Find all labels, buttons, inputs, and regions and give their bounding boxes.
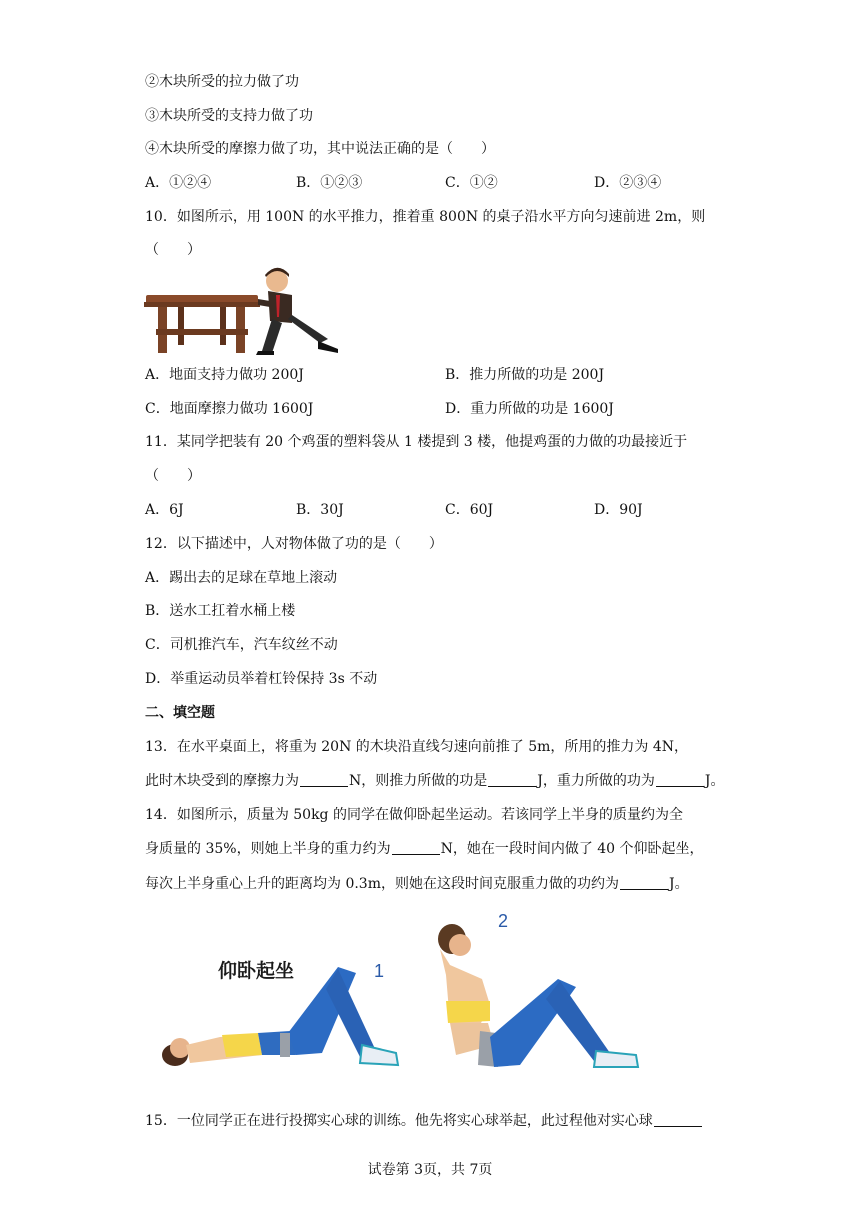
q14-line-3: 每次上半身重心上升的距离均为 0.3m，则她在这段时间克服重力做的功约为 J。 (145, 876, 689, 892)
q10-option-d: D．重力所做的功是 1600J (445, 401, 614, 417)
figure-title: 仰卧起坐 (218, 961, 295, 982)
q14-blank-gravity[interactable] (392, 840, 440, 855)
q10-option-a: A．地面支持力做功 200J (145, 367, 304, 383)
q11-option-d: D．90J (594, 502, 643, 518)
pose-2-sitting (438, 924, 638, 1067)
q13-blank-friction[interactable] (300, 772, 348, 787)
q9-statement-2: ②木块所受的拉力做了功 (145, 74, 299, 90)
q14-line-2: 身质量的 35%，则她上半身的重力约为 N，她在一段时间内做了 40 个仰卧起坐， (145, 841, 704, 857)
q9-statement-3: ③木块所受的支持力做了功 (145, 108, 313, 124)
q10-option-b: B．推力所做的功是 200J (445, 367, 605, 383)
q12-stem: 12．以下描述中，人对物体做了功的是（ ） (145, 536, 443, 552)
person-body (268, 291, 292, 323)
table-push-figure (142, 265, 347, 357)
q13-line-1: 13．在水平桌面上，将重为 20N 的木块沿直线匀速向前推了 5m，所用的推力为 4N， (145, 739, 689, 755)
q12-option-b: B．送水工扛着水桶上楼 (145, 603, 296, 619)
sit-up-figure (150, 905, 680, 1085)
q13-line-2: 此时木块受到的摩擦力为 N，则推力所做的功是 J，重力所做的功为 J。 (145, 773, 725, 789)
q9-option-b: B．①②③ (296, 175, 363, 191)
q9-option-a: A．①②④ (145, 175, 212, 191)
q13-blank-gravity-work[interactable] (656, 772, 704, 787)
q12-option-d: D．举重运动员举着杠铃保持 3s 不动 (145, 671, 378, 687)
q11-paren: （ ） (145, 468, 201, 484)
q12-option-a: A．踢出去的足球在草地上滚动 (145, 570, 338, 586)
person-leg (262, 319, 282, 353)
q9-statement-4: ④木块所受的摩擦力做了功，其中说法正确的是（ ） (145, 141, 495, 157)
q11-option-b: B．30J (296, 502, 344, 518)
q10-paren: （ ） (145, 242, 201, 258)
q9-option-c: C．①② (445, 175, 498, 191)
q11-option-c: C．60J (445, 502, 494, 518)
figure-label-2: 2 (498, 911, 509, 931)
q11-option-a: A．6J (145, 502, 184, 518)
q11-stem: 11．某同学把装有 20 个鸡蛋的塑料袋从 1 楼提到 3 楼，他提鸡蛋的力做的功最接近于 (145, 434, 688, 450)
q14-blank-work[interactable] (620, 875, 668, 890)
figure-label-1: 1 (374, 961, 385, 981)
q12-option-c: C．司机推汽车，汽车纹丝不动 (145, 637, 338, 653)
q14-line-1: 14．如图所示，质量为 50kg 的同学在做仰卧起坐运动。若该同学上半身的质量约为全 (145, 807, 683, 823)
q9-option-d: D．②③④ (594, 175, 662, 191)
q15-line-1: 15．一位同学正在进行投掷实心球的训练。他先将实心球举起，此过程他对实心球 (145, 1111, 703, 1131)
q10-option-c: C．地面摩擦力做功 1600J (145, 401, 314, 417)
section-title-fill-in: 二、填空题 (145, 705, 215, 721)
page-footer: 试卷第 3页，共 7页 (367, 1162, 493, 1178)
q15-blank[interactable] (654, 1112, 702, 1127)
q13-blank-push-work[interactable] (488, 772, 536, 787)
q10-stem: 10．如图所示，用 100N 的水平推力，推着重 800N 的桌子沿水平方向匀速前进 2m，则 (145, 209, 706, 225)
